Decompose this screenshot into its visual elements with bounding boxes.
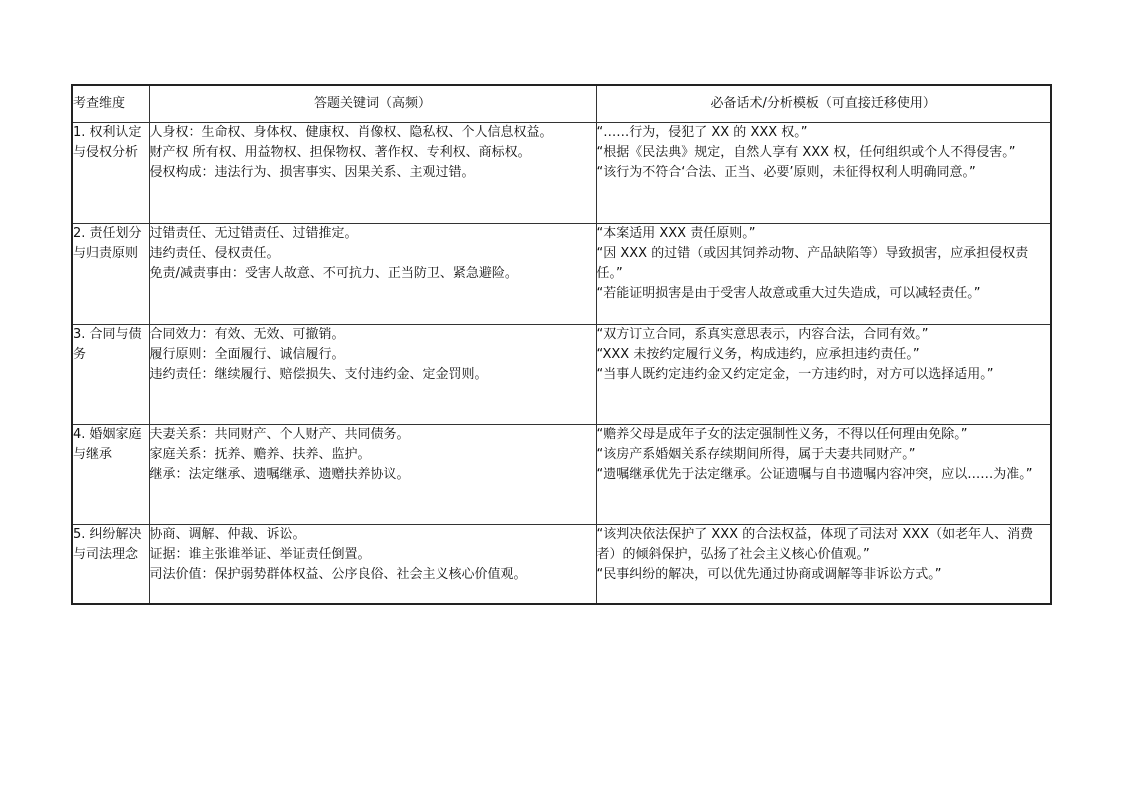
keywords-cell — [149, 525, 596, 605]
template-line: “遗嘱继承优先于法定继承。公证遗嘱与自书遗嘱内容冲突，应以……为准。” — [596, 467, 1033, 482]
template-line: “根据《民法典》规定，自然人享有 XXX 权，任何组织或个人不得侵害。” — [596, 145, 1016, 160]
dimension-cell: 1. 权利认定与侵权分析 — [72, 123, 149, 224]
keyword-line: 财产权 所有权、用益物权、担保物权、著作权、专利权、商标权。 — [149, 145, 531, 160]
template-line: “因 XXX 的过错（或因其饲养动物、产品缺陷等）导致损害，应承担侵权责任。” — [596, 246, 1029, 281]
keyword-line: 过错责任、无过错责任、过错推定。 — [149, 226, 358, 241]
keywords-cell — [149, 123, 596, 224]
templates-cell — [596, 325, 1051, 425]
keyword-line: 侵权构成：违法行为、损害事实、因果关系、主观过错。 — [149, 165, 475, 180]
template-line: “XXX 未按约定履行义务，构成违约，应承担违约责任。” — [596, 347, 920, 362]
template-line: “双方订立合同，系真实意思表示，内容合法，合同有效。” — [596, 327, 929, 342]
templates-cell — [596, 525, 1051, 605]
dimension-cell: 2. 责任划分与归责原则 — [72, 224, 149, 325]
table-row — [72, 123, 1051, 224]
templates-cell — [596, 425, 1051, 525]
keywords-cell — [149, 425, 596, 525]
keywords-cell — [149, 325, 596, 425]
keyword-line: 免责/减责事由：受害人故意、不可抗力、正当防卫、紧急避险。 — [149, 266, 518, 281]
template-line: “该行为不符合‘合法、正当、必要’原则，未征得权利人明确同意。” — [596, 165, 976, 180]
keyword-line: 司法价值：保护弱势群体权益、公序良俗、社会主义核心价值观。 — [149, 567, 527, 582]
templates-cell — [596, 224, 1051, 325]
header-dimension: 考查维度 — [72, 85, 149, 123]
keyword-line: 继承：法定继承、遗嘱继承、遗赠扶养协议。 — [149, 467, 410, 482]
template-line: “该判决依法保护了 XXX 的合法权益，体现了司法对 XXX（如老年人、消费者）的倾斜保护，弘扬了社会主义核心价值观。” — [596, 527, 1034, 562]
table-row — [72, 525, 1051, 605]
dimension-cell: 4. 婚姻家庭与继承 — [72, 425, 149, 525]
keyword-line: 违约责任：继续履行、赔偿损失、支付违约金、定金罚则。 — [149, 367, 488, 382]
template-line: “赡养父母是成年子女的法定强制性义务，不得以任何理由免除。” — [596, 427, 968, 442]
keyword-line: 人身权：生命权、身体权、健康权、肖像权、隐私权、个人信息权益。 — [149, 125, 553, 140]
legal-analysis-table — [71, 84, 1052, 605]
table-row — [72, 325, 1051, 425]
keywords-cell — [149, 224, 596, 325]
keyword-line: 履行原则：全面履行、诚信履行。 — [149, 347, 345, 362]
template-line: “若能证明损害是由于受害人故意或重大过失造成，可以减轻责任。” — [596, 286, 981, 301]
keyword-line: 夫妻关系：共同财产、个人财产、共同债务。 — [149, 427, 410, 442]
keyword-line: 家庭关系：抚养、赡养、扶养、监护。 — [149, 447, 371, 462]
template-line: “本案适用 XXX 责任原则。” — [596, 226, 756, 241]
table-row — [72, 425, 1051, 525]
header-keywords: 答题关键词（高频） — [149, 85, 596, 123]
template-line: “民事纠纷的解决，可以优先通过协商或调解等非诉讼方式。” — [596, 567, 942, 582]
keyword-line: 证据：谁主张谁举证、举证责任倒置。 — [149, 547, 371, 562]
dimension-cell: 3. 合同与债务 — [72, 325, 149, 425]
template-line: “……行为，侵犯了 XX 的 XXX 权。” — [596, 125, 808, 140]
keyword-line: 协商、调解、仲裁、诉讼。 — [149, 527, 306, 542]
templates-cell — [596, 123, 1051, 224]
keyword-line: 违约责任、侵权责任。 — [149, 246, 280, 261]
dimension-cell: 5. 纠纷解决与司法理念 — [72, 525, 149, 605]
header-row — [72, 85, 1051, 123]
table-row — [72, 224, 1051, 325]
keyword-line: 合同效力：有效、无效、可撤销。 — [149, 327, 345, 342]
template-line: “该房产系婚姻关系存续期间所得，属于夫妻共同财产。” — [596, 447, 916, 462]
template-line: “当事人既约定违约金又约定定金，一方违约时，对方可以选择适用。” — [596, 367, 994, 382]
header-templates: 必备话术/分析模板（可直接迁移使用） — [596, 85, 1051, 123]
